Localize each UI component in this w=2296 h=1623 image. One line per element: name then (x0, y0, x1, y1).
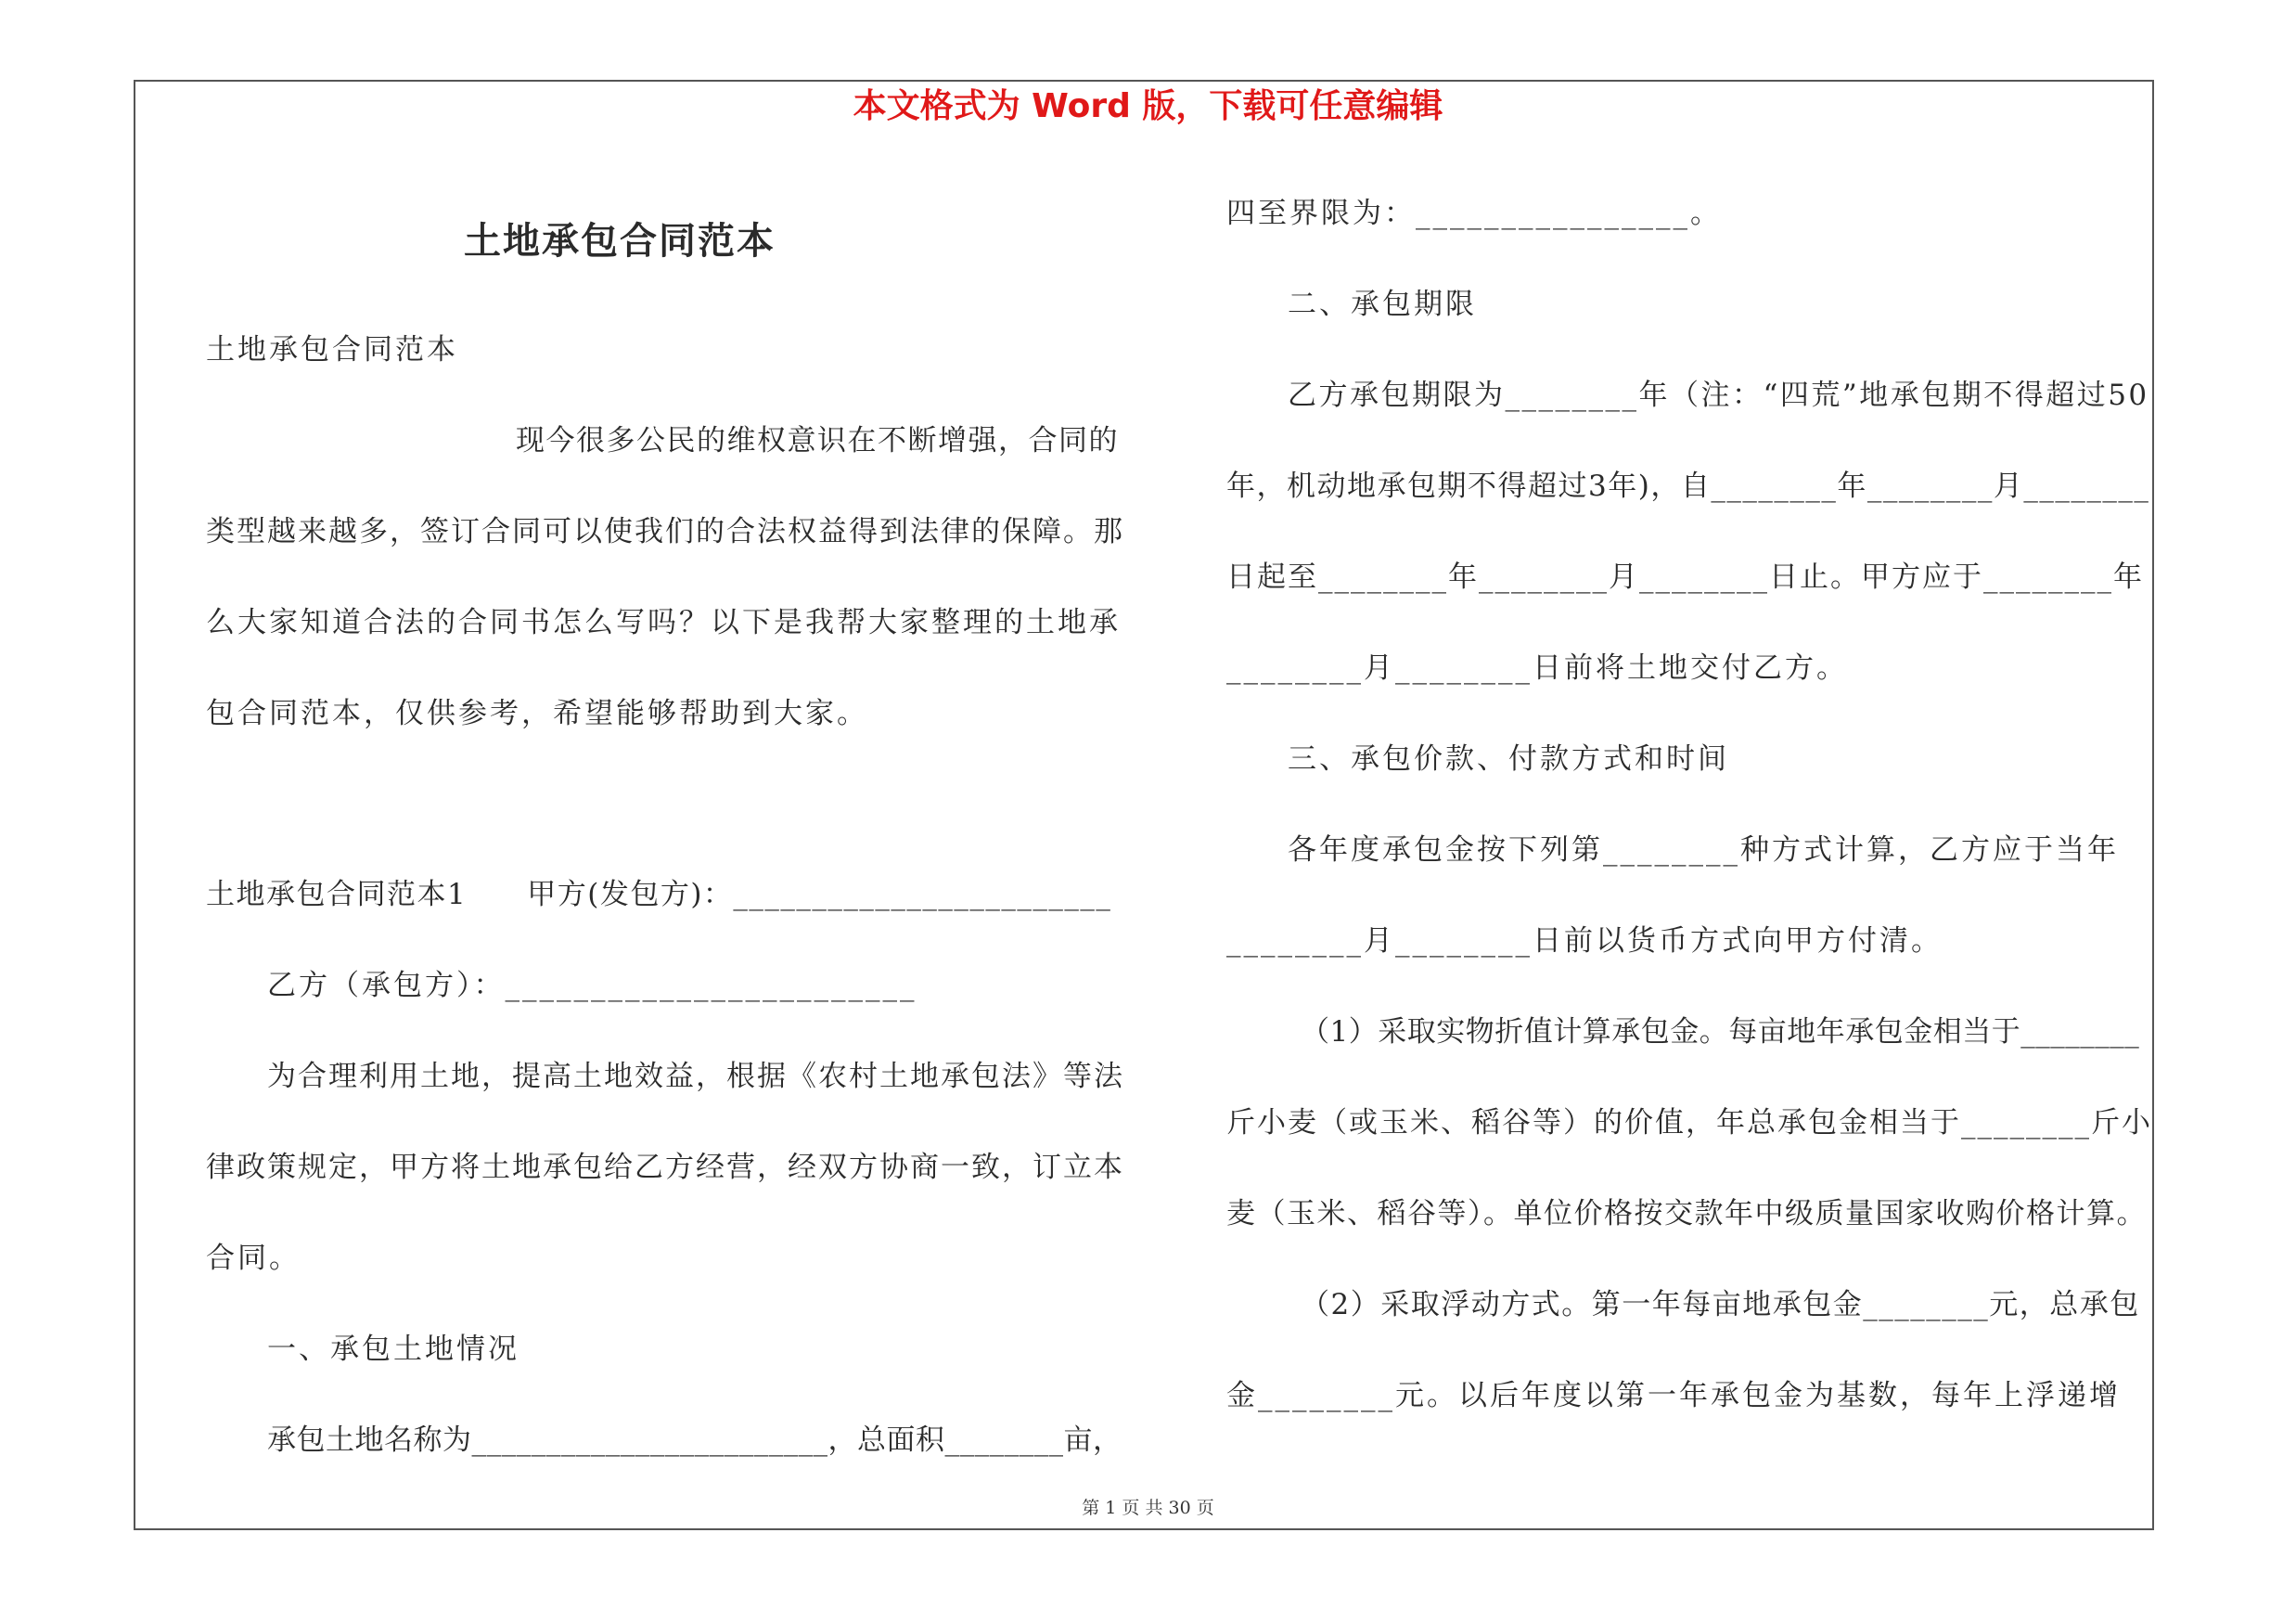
text-line: ________月________日前将土地交付乙方。 (1226, 651, 1848, 685)
page-footer: 第 1 页 共 30 页 (1082, 1498, 1214, 1518)
text-line: 各年度承包金按下列第________种方式计算，乙方应于当年 (1288, 833, 2119, 867)
text-line: 为合理利用土地，提高土地效益，根据《农村土地承包法》等法 (267, 1060, 1124, 1093)
text-line: 土地承包合同范本 (206, 333, 458, 367)
text-line: 斤小麦（或玉米、稻谷等）的价值，年总承包金相当于________斤小 (1226, 1106, 2152, 1140)
document-title: 土地承包合同范本 (464, 219, 776, 263)
section-heading: 一、承包土地情况 (267, 1333, 519, 1366)
text-line: 四至界限为：________________。 (1226, 197, 1722, 230)
section-heading: 二、承包期限 (1288, 288, 1477, 321)
text-line: 合同。 (206, 1242, 301, 1275)
text-line: 包合同范本，仅供参考，希望能够帮助到大家。 (206, 697, 868, 730)
text-line: 类型越来越多，签订合同可以使我们的合法权益得到法律的保障。那 (206, 515, 1124, 548)
text-line: 乙方（承包方）：________________________ (267, 969, 917, 1002)
text-line: （1）采取实物折值计算承包金。每亩地年承包金相当于________ (1301, 1015, 2140, 1049)
text-line: ________月________日前以货币方式向甲方付清。 (1226, 924, 1943, 958)
section-heading: 三、承包价款、付款方式和时间 (1288, 742, 1729, 776)
text-line: （2）采取浮动方式。第一年每亩地承包金________元，总承包 (1301, 1288, 2140, 1321)
text-line: 现今很多公民的维权意识在不断增强，合同的 (516, 424, 1119, 457)
text-line: 么大家知道合法的合同书怎么写吗？以下是我帮大家整理的土地承 (206, 606, 1121, 639)
text-line: 麦（玉米、稻谷等）。单位价格按交款年中级质量国家收购价格计算。 (1226, 1197, 2147, 1230)
text-line: 承包土地名称为________________________，总面积________亩， (267, 1423, 1122, 1457)
banner: 本文格式为 Word 版，下载可任意编辑 (853, 87, 1443, 125)
text-line: 乙方承包期限为________年（注：“四荒”地承包期不得超过50 (1288, 379, 2149, 412)
text-line: 金________元。以后年度以第一年承包金为基数，每年上浮递增 (1226, 1379, 2121, 1412)
text-line: 律政策规定，甲方将土地承包给乙方经营，经双方协商一致，订立本 (206, 1151, 1124, 1184)
text-line: 年，机动地承包期不得超过3年)，自________年________月________ (1226, 470, 2150, 503)
text-line: 日起至________年________月________日止。甲方应于________年 (1226, 560, 2144, 594)
text-line: 土地承包合同范本1 甲方(发包方)：________________________ (206, 878, 1112, 911)
